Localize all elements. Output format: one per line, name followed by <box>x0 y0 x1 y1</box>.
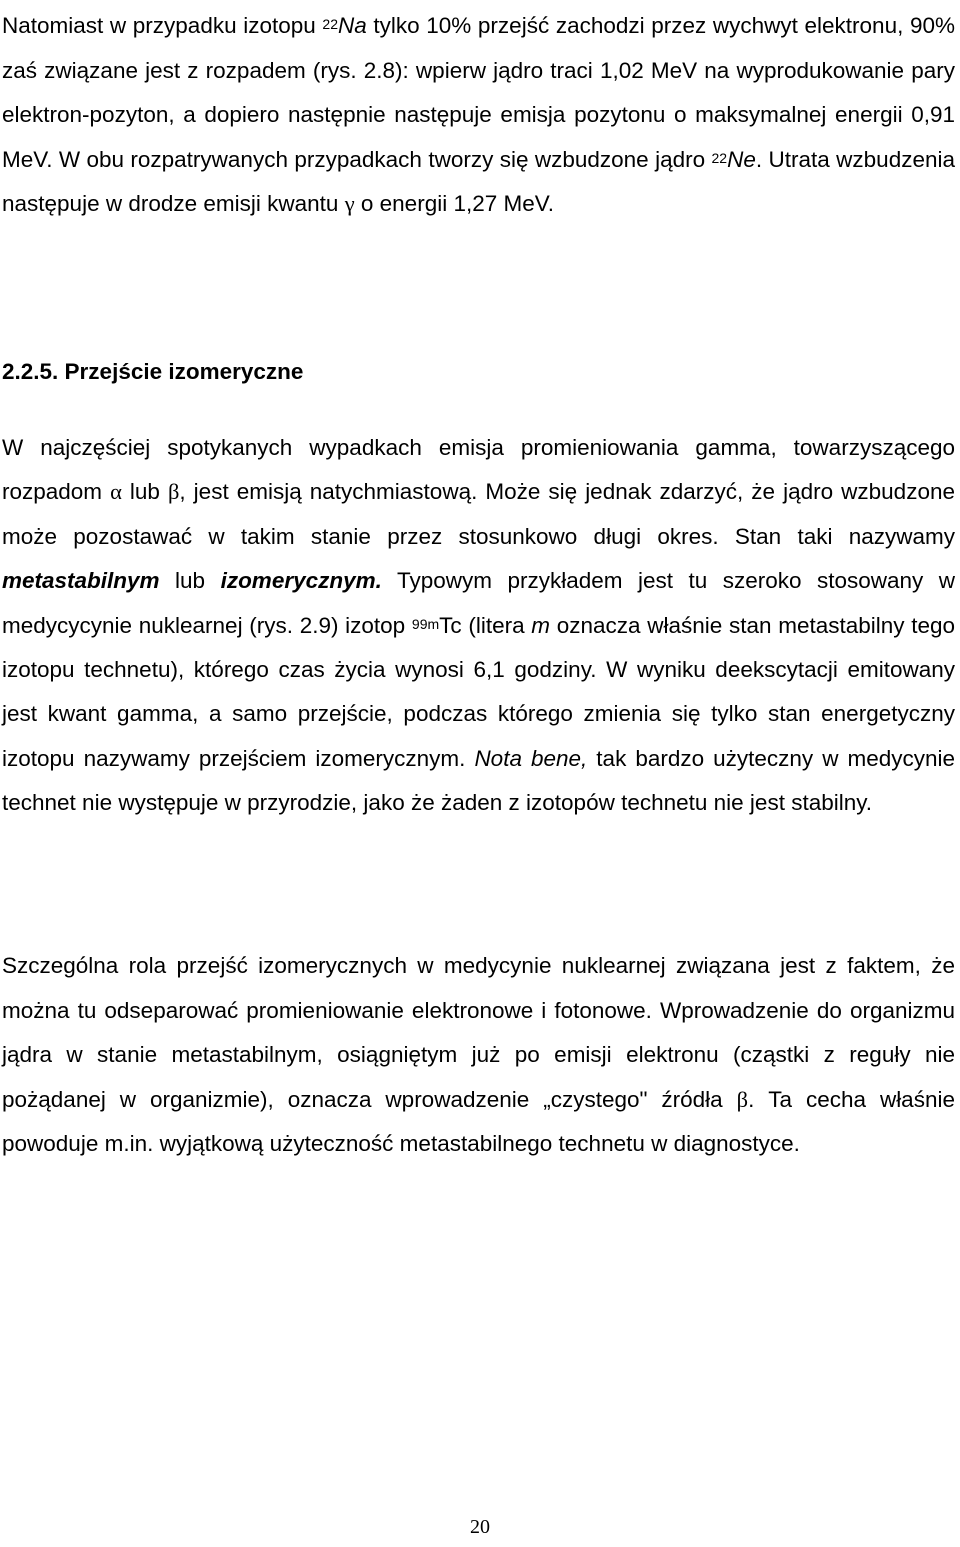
paragraph-isomeric-transition <box>2 426 955 826</box>
text-run: . Utrata wzbudzenia następuje w drodze emisji kwantu <box>2 146 955 217</box>
mass-number-superscript: 99m <box>411 615 440 632</box>
paragraph-medical-role <box>2 944 955 1167</box>
text-run: Tc (litera <box>439 612 532 638</box>
text-run: . Ta cecha właśnie powoduje m.in. wyjątkową użyteczność metastabilnego technetu w diagnostyce. <box>2 1086 955 1156</box>
term-isomeric: izomerycznym. <box>220 568 382 594</box>
text-run: W najczęściej spotykanych wypadkach emisja promieniowania gamma, towarzyszącego rozpadom <box>2 435 955 505</box>
text-run: lub <box>159 568 221 594</box>
beta-symbol: β <box>736 1086 749 1112</box>
paragraph-sodium-decay <box>2 4 955 227</box>
beta-symbol: β <box>167 479 180 505</box>
element-symbol-na: Na <box>337 13 367 38</box>
term-metastable: metastabilnym <box>2 568 160 594</box>
mass-number-superscript: 22 <box>322 16 338 32</box>
text-run: tak bardzo użyteczny w medycynie technet nie występuje w przyrodzie, jako że żaden z izotopów technetu nie jest stabilny. <box>2 745 956 816</box>
text-run: Szczególna rola przejść izomerycznych w medycynie nuklearnej związana jest z faktem, że można tu odseparować promieniowanie elektronowe i fotonowe. Wprowadzenie do organizmu jądra w stanie metastabilnym, osiągniętym już po emisji elektronu (cząstki z reguły nie pożądanej w organizmie), oznacza wprowadzenie „czystego" źródła <box>2 953 955 1112</box>
element-symbol-ne: Ne <box>727 146 756 172</box>
text-run: o energii 1,27 MeV. <box>354 191 554 217</box>
nota-bene: Nota bene, <box>474 745 588 771</box>
text-run: lub <box>121 479 168 505</box>
text-run: , jest emisją natychmiastową. Może się jednak zdarzyć, że jądro wzbudzone może pozostawać w takim stanie przez stosunkowo długi okres. Stan taki nazywamy <box>2 479 955 549</box>
gamma-symbol: γ <box>344 191 355 217</box>
page-number: 20 <box>470 1516 490 1538</box>
text-run: Natomiast w przypadku izotopu <box>2 13 323 38</box>
alpha-symbol: α <box>110 479 122 505</box>
text-run: tylko 10% przejść zachodzi przez wychwyt elektronu, 90% zaś związane jest z rozpadem (rys. 2.8): wpierw jądro traci 1,02 MeV na wyprodukowanie pary elektron-pozyton, a dopiero następnie następuje emisja pozytonu o maksymalnej energii 0,91 MeV. W obu rozpatrywanych przypadkach tworzy się wzbudzone jądro <box>2 13 955 172</box>
italic-letter-m: m <box>531 612 551 638</box>
section-heading: 2.2.5. Przejście izomeryczne <box>2 359 304 384</box>
text-run: oznacza właśnie stan metastabilny tego izotopu technetu), którego czas życia wynosi 6,1 godziny. W wyniku deekscytacji emitowany jest kwant gamma, a samo przejście, podczas którego zmienia się tylko stan energetyczny izotopu nazywamy przejściem izomerycznym. <box>2 612 955 771</box>
mass-number-superscript: 22 <box>711 149 728 166</box>
text-run: Typowym przykładem jest tu szeroko stosowany w medycycynie nuklearnej (rys. 2.9) izotop <box>2 568 956 638</box>
